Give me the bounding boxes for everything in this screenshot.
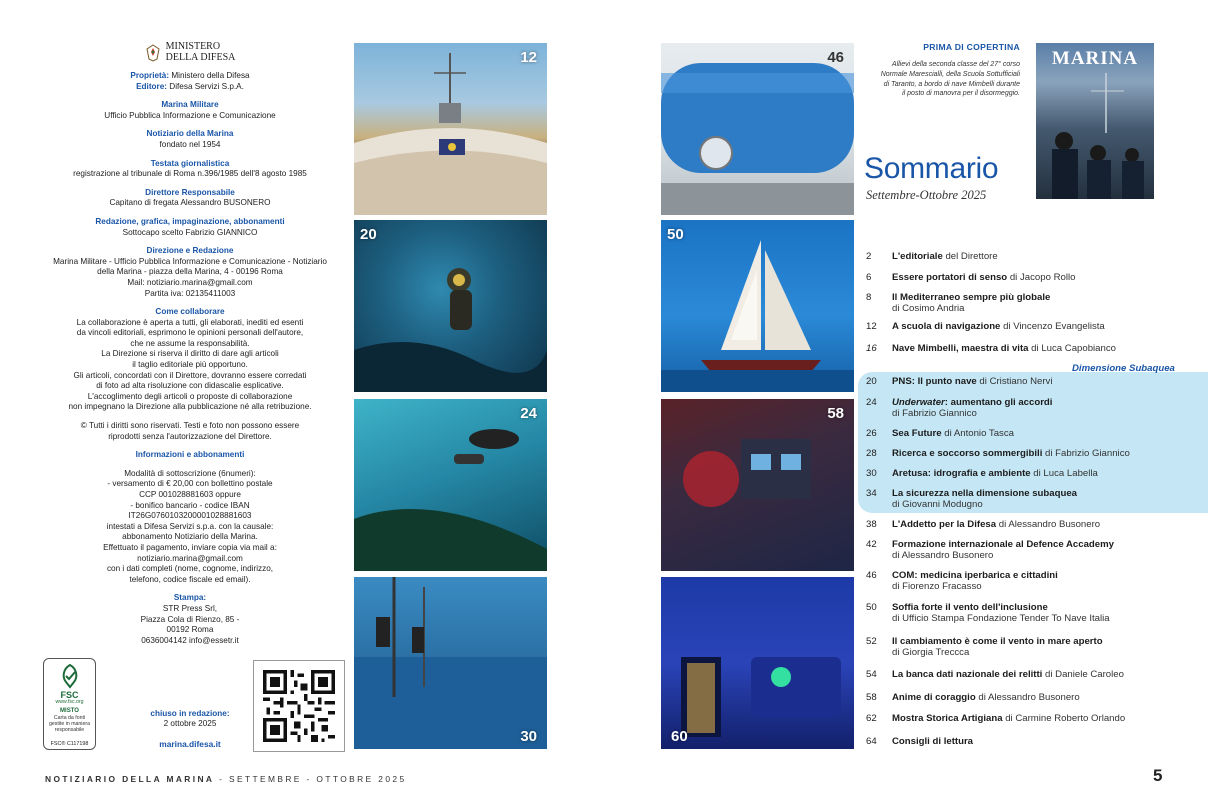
redazione-block: Redazione, grafica, impaginazione, abbonamenti Sottocapo scelto Fabrizio GIANNICO bbox=[95, 216, 285, 237]
tree-check-icon bbox=[57, 663, 83, 689]
toc-item[interactable]: 54 La banca dati nazionale dei relitti di Daniele Caroleo bbox=[866, 669, 1124, 680]
toc-item[interactable]: 58 Anime di coraggio di Alessandro Busonero bbox=[866, 692, 1080, 703]
cover-heading: PRIMA DI COPERTINA bbox=[923, 42, 1020, 52]
toc-item[interactable]: 28 Ricerca e soccorso sommergibili di Fabrizio Giannico bbox=[866, 448, 1130, 459]
photo-ship-crew bbox=[354, 43, 547, 215]
sommario-title: Sommario bbox=[864, 152, 999, 185]
photo-control-room bbox=[661, 399, 854, 571]
page-ref-58: 58 bbox=[827, 405, 844, 422]
toc-item[interactable]: 64 Consigli di lettura bbox=[866, 736, 974, 747]
photo-sailing-ship bbox=[661, 220, 854, 392]
stampa-block: Stampa: STR Press Srl, Piazza Cola di Rienzo, 85 - 00192 Roma 0636004142 info@essetr.it bbox=[140, 593, 240, 645]
photo-hyperbaric-chamber bbox=[661, 43, 854, 215]
toc-item[interactable]: 30 Aretusa: idrografia e ambiente di Luca Labella bbox=[866, 468, 1098, 479]
page-ref-24: 24 bbox=[520, 405, 537, 422]
direttore-block: Direttore Responsabile Capitano di fregata Alessandro BUSONERO bbox=[109, 187, 271, 208]
cover-caption: Allievi della seconda classe del 27° corso Normale Marescialli, della Scuola Sottufficiali di Taranto, a bordo di nave Mimbelli durante il posto di manovra per il disormeggio. bbox=[880, 61, 1020, 98]
page-ref-30: 30 bbox=[520, 728, 537, 745]
chamber-illustration bbox=[661, 43, 854, 215]
museum-illustration bbox=[661, 577, 854, 749]
cover-caption-block bbox=[860, 42, 1020, 99]
issue-date: Settembre-Ottobre 2025 bbox=[866, 188, 987, 202]
qr-code bbox=[253, 660, 345, 752]
copyright-block: © Tutti i diritti sono riservati. Testi e foto non possono essere riprodotti senza l'autorizzazione del Direttore. bbox=[80, 421, 300, 441]
owner-block: Proprietà: Ministero della Difesa Editore: Difesa Servizi S.p.A. bbox=[130, 71, 250, 91]
info-block: Informazioni e abbonamenti Modalità di sottoscrizione (6numeri): - versamento di € 20,00 con bollettino postale CCP 001028881603 oppure - bonifico bancario - codice IBAN IT26G0760103200001028881603 intestati a Difesa Servizi s.p.a. con la causale: abbonamento Notiziario della Marina. Effettuato il pagamento, inviare copia via mail a: notiziario.marina@gmail.com con i dati completi (nome, cognome, indirizzo, telefono, codice fiscale ed email). bbox=[103, 450, 277, 584]
toc-item[interactable]: 42 Formazione internazionale al Defence Accademy di Alessandro Busonero bbox=[866, 539, 1114, 561]
section-label: Dimensione Subaquea bbox=[1072, 363, 1175, 374]
toc-item[interactable]: 34 La sicurezza nella dimensione subaquea di Giovanni Modugno bbox=[866, 488, 1078, 510]
toc-item[interactable]: 24 Underwater: aumentano gli accordi di Fabrizio Giannico bbox=[866, 397, 1053, 419]
ministry-header bbox=[40, 42, 340, 63]
direzione-block: Direzione e Redazione Marina Militare - Ufficio Pubblica Informazione e Comunicazione - Notiziario della Marina - piazza della Marina, 4 - 00196 Roma Mail: notiziario.marina@gmail.com Partita iva: 02135411003 bbox=[53, 246, 327, 298]
republic-emblem-icon bbox=[145, 44, 161, 62]
toc-item[interactable]: 6 Essere portatori di senso di Jacopo Rollo bbox=[866, 272, 1076, 283]
toc-item[interactable]: 20 PNS: Il punto nave di Cristiano Nervi bbox=[866, 376, 1053, 387]
page-number: 5 bbox=[1153, 766, 1163, 785]
closing-info: chiuso in redazione: 2 ottobre 2025 bbox=[150, 709, 230, 729]
toc-item[interactable]: 26 Sea Future di Antonio Tasca bbox=[866, 428, 1014, 439]
toc-item[interactable]: 46 COM: medicina iperbarica e cittadini di Fiorenzo Fracasso bbox=[866, 570, 1058, 592]
colophon bbox=[40, 42, 340, 654]
toc-item[interactable]: 38 L'Addetto per la Difesa di Alessandro Busonero bbox=[866, 519, 1101, 530]
collaborare-block: Come collaborare La collaborazione è aperta a tutti, gli elaborati, inediti ed esenti da vincoli editoriali, esprimono le opinioni personali dell'autore, che ne assume la responsabilità. La Direzione si riserva il diritto di dare agli articoli il taglio editoriale più opportuno. Gli articoli, concordati con il Direttore, dovranno essere corredati di foto ad alta risoluzione con didascalie esplicative. L'accoglimento degli articoli o proposte di collaborazione non impegnano la Direzione alla pubblicazione né alla retribuzione. bbox=[68, 307, 312, 412]
ship-crew-illustration bbox=[354, 43, 547, 215]
toc-item[interactable]: 12 A scuola di navigazione di Vincenzo Evangelista bbox=[866, 321, 1105, 332]
deck-illustration bbox=[354, 577, 547, 749]
page-ref-12: 12 bbox=[520, 49, 537, 66]
page-footer: NOTIZIARIO DELLA MARINA - SETTEMBRE - OTTOBRE 2025 bbox=[45, 774, 407, 784]
page-ref-50: 50 bbox=[667, 226, 684, 243]
page-ref-60: 60 bbox=[671, 728, 688, 745]
toc-item[interactable]: 8 Il Mediterraneo sempre più globale di Cosimo Andria bbox=[866, 292, 1051, 314]
toc-item[interactable]: 2 L'editoriale del Direttore bbox=[866, 251, 998, 262]
page-ref-20: 20 bbox=[360, 226, 377, 243]
toc-item[interactable]: 16 Nave Mimbelli, maestra di vita di Luca Capobianco bbox=[866, 343, 1116, 354]
ministry-name: MINISTERO DELLA DIFESA bbox=[165, 41, 236, 63]
cover-masthead: MARINA bbox=[1051, 48, 1139, 69]
photo-museum-entrance bbox=[661, 577, 854, 749]
cover-thumbnail[interactable] bbox=[1036, 43, 1154, 199]
control-room-illustration bbox=[661, 399, 854, 571]
toc-item[interactable]: 52 Il cambiamento è come il vento in mare aperto di Giorgia Treccca bbox=[866, 636, 1103, 658]
diver-illustration bbox=[354, 220, 547, 392]
testata-block: Testata giornalistica registrazione al tribunale di Roma n.396/1985 dell'8 agosto 1985 bbox=[73, 158, 307, 179]
website-link[interactable]: marina.difesa.it bbox=[159, 739, 221, 749]
photo-deck-operations bbox=[354, 577, 547, 749]
page-ref-46: 46 bbox=[827, 49, 844, 66]
notiziario-block: Notiziario della Marina fondato nel 1954 bbox=[146, 129, 234, 149]
qr-code-icon bbox=[263, 670, 335, 742]
photo-diver-reef bbox=[354, 399, 547, 571]
toc-item[interactable]: 62 Mostra Storica Artigiana di Carmine Roberto Orlando bbox=[866, 713, 1126, 724]
toc-item[interactable]: 50 Soffia forte il vento dell'inclusione di Ufficio Stampa Fondazione Tender To Nave Italia bbox=[866, 602, 1110, 624]
marina-block: Marina Militare Ufficio Pubblica Informazione e Comunicazione bbox=[104, 100, 276, 120]
photo-diver-cave bbox=[354, 220, 547, 392]
reef-diver-illustration bbox=[354, 399, 547, 571]
sailing-ship-illustration bbox=[661, 220, 854, 392]
fsc-logo: FSC www.fsc.org MISTO Carta da fonti gestite in maniera responsabile FSC® C117198 bbox=[43, 658, 96, 750]
